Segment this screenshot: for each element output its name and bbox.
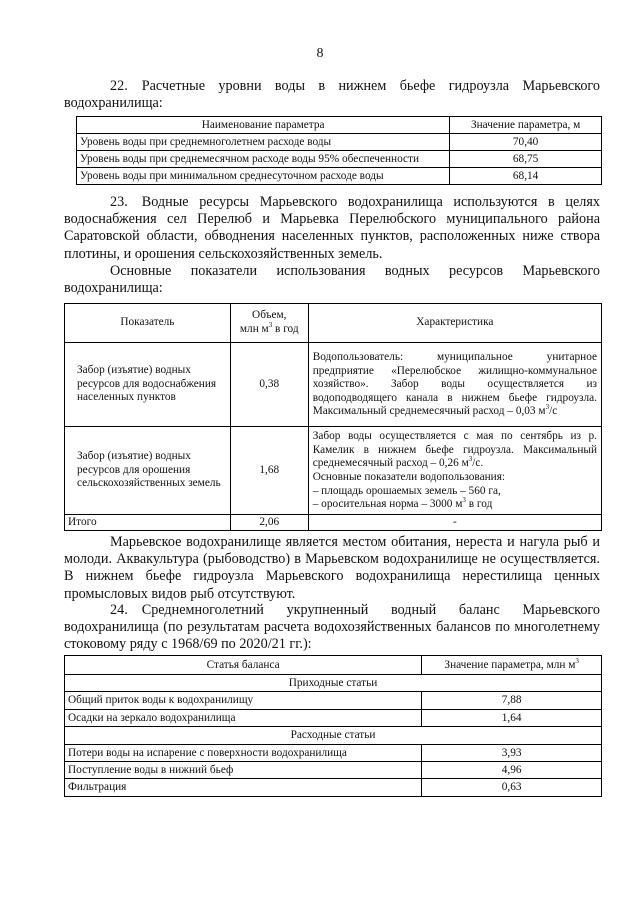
table-row: [77, 168, 602, 185]
characteristic-cell: [308, 427, 601, 515]
parameter-value: 68,14: [450, 168, 602, 185]
fish-paragraph: Марьевское водохранилище является местом обитания, нереста и нагула рыб и молоди. Аквакультура (рыбоводство) в Марьевском водохранилище не осуществляется. В нижнем бьефе гидроузла Марьевского водохранилища нерестилища ценных промысловых видов рыб отсутствуют.: [64, 534, 600, 602]
characteristic-subheading: Основные показатели водопользования:: [312, 471, 506, 483]
balance-item-value: 7,88: [422, 692, 602, 709]
section-22-text: Расчетные уровни воды в нижнем бьефе гидроузла Марьевского водохранилища:: [64, 78, 600, 112]
balance-item-value: 0,63: [422, 779, 602, 796]
parameter-name: Уровень воды при среднемесячном расходе воды 95% обеспеченности: [77, 151, 450, 168]
section-22-paragraph: [64, 78, 600, 112]
column-header-indicator: Показатель: [65, 304, 231, 343]
section-22-number: 22.: [110, 78, 128, 94]
column-header-parameter: Наименование параметра: [77, 117, 450, 134]
column-header-value: Значение параметра, м: [450, 117, 602, 134]
balance-item-name: Поступление воды в нижний бьеф: [65, 762, 422, 779]
volume-cell: 1,68: [230, 427, 308, 515]
table-header-row: [65, 304, 602, 343]
page-number: 8: [316, 46, 324, 61]
value-header-exponent: 3: [575, 657, 579, 666]
characteristic-flow-exponent: 3: [545, 403, 550, 412]
table-row: [65, 744, 602, 761]
volume-header-unit-exponent: 3: [268, 321, 273, 330]
volume-header-unit-rest: в год: [272, 323, 299, 335]
characteristic-flow-unit: /с: [549, 405, 558, 418]
section-24-text: Среднемноголетний укрупненный водный баланс Марьевского водохранилища (по результатам расчета водохозяйственных балансов по многолетнему стоковому ряду с 1968/69 по 2020/21 гг.):: [64, 602, 600, 653]
water-levels-table: [76, 116, 602, 185]
expense-section-title: Расходные статьи: [65, 727, 602, 744]
table-row: [65, 709, 602, 726]
total-characteristic: -: [308, 515, 601, 531]
expense-section-row: [65, 727, 602, 744]
characteristic-norm-unit: в год: [465, 498, 493, 511]
characteristic-cell: [308, 343, 601, 427]
column-header-characteristic: Характеристика: [308, 304, 601, 343]
characteristic-flow-unit: /с.: [472, 457, 484, 470]
section-24-paragraph: [64, 602, 600, 654]
balance-item-value: 1,64: [422, 709, 602, 726]
table-row: [77, 134, 602, 151]
total-label: Итого: [65, 515, 231, 531]
value-header-label: Значение параметра, млн м: [444, 658, 576, 671]
volume-cell: 0,38: [230, 343, 308, 427]
characteristic-norm-exponent: 3: [462, 496, 466, 505]
characteristic-flow-exponent: 3: [468, 455, 473, 464]
table-row: [65, 692, 602, 709]
characteristic-norm: – оросительная норма – 3000 м: [312, 498, 463, 511]
parameter-value: 70,40: [450, 134, 602, 151]
income-section-row: [65, 675, 602, 692]
section-23-subparagraph: Основные показатели использования водных ресурсов Марьевского водохранилища:: [64, 263, 600, 297]
volume-header-label: Объем,: [252, 309, 287, 322]
table-row: [65, 427, 602, 515]
balance-item-name: Потери воды на испарение с поверхности водохранилища: [65, 744, 422, 761]
parameter-value: 68,75: [450, 151, 602, 168]
water-use-table: [64, 303, 602, 531]
table-header-row: [77, 117, 602, 134]
indicator-cell: Забор (изъятие) водных ресурсов для орошения сельскохозяйственных земель: [65, 427, 231, 515]
balance-item-value: 3,93: [422, 744, 602, 761]
balance-item-name: Фильтрация: [65, 779, 422, 796]
table-total-row: [65, 515, 602, 531]
section-24-number: 24.: [110, 602, 128, 618]
section-23-paragraph: [64, 194, 600, 263]
characteristic-text: Забор воды осуществляется с мая по сентябрь из р. Камелик в нижнем бьефе гидроузла. Максимальный среднемесячный расход – 0,26 м: [312, 430, 597, 470]
table-row: [65, 343, 602, 427]
parameter-name: Уровень воды при среднемноголетнем расходе воды: [77, 134, 450, 151]
table-row: [77, 151, 602, 168]
table-row: [65, 779, 602, 796]
section-23-number: 23.: [110, 194, 128, 210]
characteristic-text: Водопользователь: муниципальное унитарное предприятие «Перелюбское жилищно-коммунальное хозяйство». Забор воды осуществляется из водоподводящего канала в нижнем бьефе гидроузла. Максимальный среднемесячный расход –: [312, 351, 597, 418]
indicator-cell: Забор (изъятие) водных ресурсов для водоснабжения населенных пунктов: [65, 343, 231, 427]
characteristic-flow: 0,03 м: [515, 405, 546, 418]
section-23-text: Водные ресурсы Марьевского водохранилища используются в целях водоснабжения сел Перелюб и Марьевка Перелюбского муниципального района Саратовской области, обводнения населенных пунктов, расположенных ниже створа плотины, и орошения сельскохозяйственных земель.: [64, 194, 600, 262]
water-balance-table: [64, 655, 602, 797]
column-header-value: [422, 656, 602, 675]
table-row: [65, 762, 602, 779]
income-section-title: Приходные статьи: [65, 675, 602, 692]
balance-item-name: Осадки на зеркало водохранилища: [65, 709, 422, 726]
volume-header-unit: млн м: [239, 323, 269, 335]
parameter-name: Уровень воды при минимальном среднесуточном расходе воды: [77, 168, 450, 185]
table-header-row: [65, 656, 602, 675]
column-header-item: Статья баланса: [65, 656, 422, 675]
column-header-volume: [230, 304, 308, 343]
total-volume: 2,06: [230, 515, 308, 531]
balance-item-name: Общий приток воды к водохранилищу: [65, 692, 422, 709]
characteristic-area: – площадь орошаемых земель – 560 га,: [312, 484, 501, 497]
balance-item-value: 4,96: [422, 762, 602, 779]
